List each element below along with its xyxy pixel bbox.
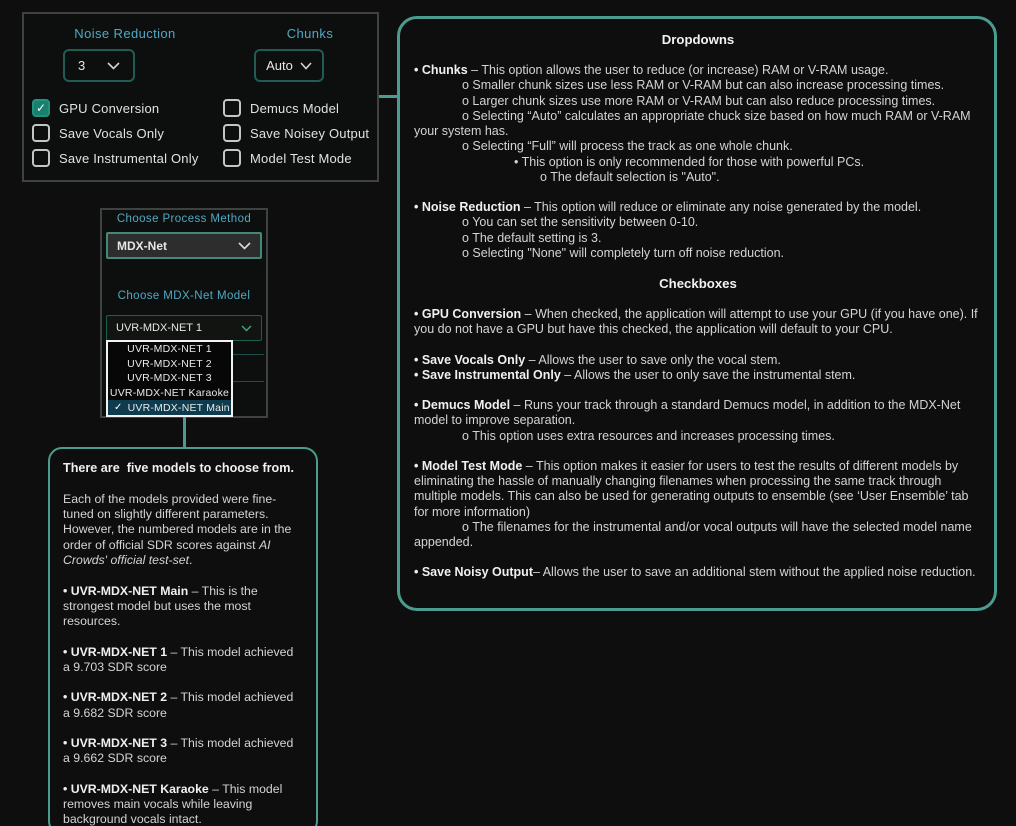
note-item [63,584,303,630]
help-line-bold: • GPU Conversion [414,307,522,322]
section-heading: Dropdowns [661,32,735,47]
help-line-text: o Selecting "None" will completely turn off noise reduction. [462,245,785,260]
dropdown-option[interactable] [108,400,231,415]
checkbox-row [32,149,199,167]
note-item [63,782,303,826]
dropdown-option-label: UVR-MDX-NET 2 [127,357,212,370]
dropdown-option-label: UVR-MDX-NET 1 [127,343,212,356]
chevron-down-icon [300,62,312,70]
mdx-model-dropdown[interactable] [106,315,262,341]
help-line-bold: • Chunks [414,63,468,78]
dropdown-option[interactable] [108,342,231,357]
mdx-model-label: Choose MDX-Net Model [117,290,251,302]
mdx-model-value: UVR-MDX-NET 1 [116,322,202,334]
help-line-text: o The default selection is "Auto". [540,169,720,184]
chevron-down-icon [238,242,251,250]
help-line [414,94,982,109]
section-heading: Checkboxes [659,276,737,292]
note-item [63,690,303,721]
checkbox-row [223,99,369,117]
help-line-bold: • Demucs Model [414,398,511,413]
note-item [63,736,303,767]
checkbox-row [32,124,199,142]
process-method-dropdown[interactable] [106,232,262,259]
checkbox-label: GPU Conversion [59,100,160,116]
models-note-items [63,584,303,826]
help-line-text: – This option allows the user to reduce (or increase) RAM or V-RAM usage. [467,63,889,78]
noise-reduction-label: Noise Reduction [74,26,176,41]
dropdown-option-label: UVR-MDX-NET Main [127,401,230,414]
note-item [63,645,303,676]
help-line [414,139,982,154]
checkbox-label: Save Noisey Output [250,125,370,141]
checkbox-label: Demucs Model [250,100,340,116]
help-line-bold: • Save Noisy Output [414,565,533,580]
checkbox-column-left [32,99,199,174]
note-item-text: – This is the strongest model but uses the most resources. [63,583,258,629]
process-method-label: Choose Process Method [116,213,252,225]
checkbox-column-right [223,99,369,174]
chevron-down-icon [241,325,252,332]
help-line-text: o Larger chunk sizes use more RAM or V-RAM but can also reduce processing times. [462,93,936,108]
help-line [414,63,982,78]
help-line [414,459,982,520]
noise-reduction-value: 3 [78,58,86,73]
help-line-text: – This option makes it easier for users to test the results of different models by eliminating the hassle of manually changing filenames when processing the same track through multiple models. This can also be used for generating outputs to ensemble (see ‘User Ensemble’ tab for more information) [414,458,969,519]
options-panel [22,12,379,182]
note-item-bold: • UVR-MDX-NET Karaoke [63,781,209,796]
note-item-text: – This model achieved a 9.682 SDR score [63,690,294,720]
help-line-bold: • Save Instrumental Only [414,367,561,382]
models-note-box [48,447,318,826]
help-line [414,565,982,580]
help-line-bold: • Save Vocals Only [414,352,526,367]
help-line-text: – This option will reduce or eliminate any noise generated by the model. [520,200,922,215]
help-line [414,231,982,246]
help-line-text: o This option uses extra resources and increases processing times. [462,428,835,443]
note-item-bold: • UVR-MDX-NET Main [63,583,189,598]
help-line-text: – Runs your track through a standard Demucs model, in addition to the MDX-Net model to improve separation. [414,398,961,428]
checkbox-label: Save Vocals Only [59,125,165,141]
note-item-text: – This model achieved a 9.662 SDR score [63,736,294,766]
note-item-text: – This model achieved a 9.703 SDR score [63,644,294,674]
help-line-text: • This option is only recommended for those with powerful PCs. [514,154,865,169]
checkbox-row [223,124,369,142]
checkbox[interactable] [32,124,50,142]
checkbox-row [32,99,199,117]
help-line [414,368,982,383]
help-line-bold: • Model Test Mode [414,458,523,473]
help-line [414,246,982,261]
help-line-text: o Smaller chunk sizes use less RAM or V-RAM but can also increase processing times. [462,78,945,93]
help-line [414,429,982,444]
help-line [414,170,982,185]
note-text-run: AI Crowds' official test-set [63,537,271,568]
models-note-intro [63,492,303,569]
help-line-text: o The default setting is 3. [462,230,602,245]
help-line-bold: • Noise Reduction [414,200,521,215]
note-text-run: Each of the models provided were fine-tuned on slightly different parameters. However, the numbered models are in the order of official SDR scores against [63,491,292,552]
checkbox-row [223,149,369,167]
help-line-text: – Allows the user to only save the instrumental stem. [560,367,856,382]
help-line [414,353,982,368]
chunks-dropdown[interactable] [254,49,324,82]
help-line [414,398,982,429]
checkbox-label: Model Test Mode [250,150,352,166]
note-item-bold: • UVR-MDX-NET 3 [63,736,168,751]
help-line-text: o Selecting “Full” will process the track as one whole chunk. [462,139,793,154]
help-panel [397,16,997,611]
help-line-text: – Allows the user to save only the vocal stem. [525,352,781,367]
dropdown-option[interactable] [108,357,231,372]
note-item-bold: • UVR-MDX-NET 2 [63,690,168,705]
dropdown-option-label: UVR-MDX-NET 3 [127,372,212,385]
chunks-value: Auto [266,58,293,73]
chunks-label: Chunks [286,26,334,41]
models-note-heading: There are five models to choose from. [63,461,294,475]
checkbox[interactable] [32,149,50,167]
mdx-model-dropdown-list [106,340,233,417]
help-line-text: – When checked, the application will attempt to use your GPU (if you have one). If you do not have a GPU but have this checked, the application will default to your CPU. [414,307,978,337]
checkbox-label: Save Instrumental Only [59,150,199,166]
help-line-text: o You can set the sensitivity between 0-10. [462,215,699,230]
chevron-down-icon [107,62,120,70]
help-line [414,109,982,140]
connector-line-vertical [183,417,186,448]
dropdown-option[interactable] [108,386,231,401]
dropdown-option-label: UVR-MDX-NET Karaoke [109,387,230,400]
help-line [414,200,982,215]
noise-reduction-dropdown[interactable] [63,49,135,82]
help-line [414,215,982,230]
help-line [414,155,982,170]
check-icon: ✓ [114,402,123,414]
checkbox[interactable]: ✓ [32,99,50,117]
help-line-text: o The filenames for the instrumental and/or vocal outputs will have the selected model name appended. [414,519,972,550]
help-panel-body [414,32,982,581]
checkbox[interactable] [223,99,241,117]
dropdown-option[interactable] [108,371,231,386]
checkbox[interactable] [223,149,241,167]
connector-line-horizontal [379,95,398,98]
process-method-value: MDX-Net [117,238,167,253]
note-text-run: . [189,553,193,568]
note-item-text: – This model removes main vocals while leaving background vocals intact. [63,781,283,826]
help-line [414,307,982,338]
note-item-bold: • UVR-MDX-NET 1 [63,644,168,659]
checkbox[interactable] [223,124,241,142]
help-line [414,520,982,551]
help-line-text: – Allows the user to save an additional stem without the applied noise reduction. [532,565,976,580]
help-line [414,78,982,93]
help-line-text: o Selecting “Auto” calculates an appropriate chuck size based on how much RAM or V-RAM your system has. [414,108,971,139]
